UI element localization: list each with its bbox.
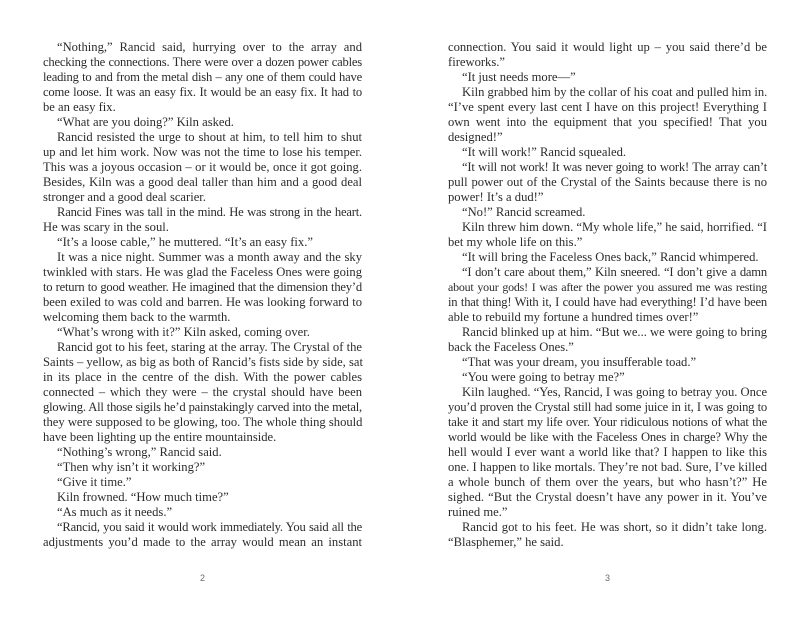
right-page (405, 0, 810, 622)
text-line: bet my whole life on this.” (448, 235, 583, 249)
text-line: pull power out of the Crystal of the Saints because there is no (448, 175, 767, 189)
text-line: “Blasphemer,” he said. (448, 535, 564, 549)
text-line: glowing. All those sigils he’d painstakingly carved into the metal, (43, 400, 362, 414)
text-line: Kiln threw him down. “My whole life,” he said, horrified. “I (462, 220, 767, 234)
text-line: you’d proven the Crystal still had some juice in it, I was going to (448, 400, 767, 414)
text-line: Kiln laughed. “Yes, Rancid, I was going to betray you. Once (462, 385, 768, 399)
left-page-text (43, 40, 362, 550)
text-line: “I’ve spent every last cent I have on this project! Everything I (448, 100, 767, 114)
text-line: back the Faceless Ones.” (448, 340, 574, 354)
text-line: Rancid blinked up at him. “But we... we were going to bring (462, 325, 767, 339)
text-line: “Nothing’s wrong,” Rancid said. (57, 445, 222, 459)
text-line: hell would I ever want a world like that? I happen to like this (448, 445, 767, 459)
text-line: “What are you doing?” Kiln asked. (57, 115, 234, 129)
page-number-left: 2 (199, 573, 205, 583)
text-line: up and let him work. Now was not the time to lose his temper. (43, 145, 362, 159)
text-line: fireworks.” (448, 55, 505, 69)
text-line: checking the connections. There were over a dozen power cables (43, 55, 362, 69)
text-line: stronger and a good deal scarier. (43, 190, 206, 204)
text-line: “Rancid, you said it would work immediately. You said all the (57, 520, 362, 534)
text-line: “No!” Rancid screamed. (462, 205, 586, 219)
text-line: “Then why isn’t it working?” (57, 460, 206, 474)
text-line: “You were going to betray me?” (462, 370, 625, 384)
text-line: power! It’s a dud!” (448, 190, 544, 204)
text-line: Kiln frowned. “How much time?” (57, 490, 229, 504)
text-line: “It will not work! It was never going to work! The array can’t (462, 160, 767, 174)
text-line: be an easy fix. (43, 100, 116, 114)
text-line: Rancid Fines was tall in the mind. He was strong in the heart. (57, 205, 362, 219)
text-line: connection. You said it would light up – you said there’d be (448, 40, 767, 54)
text-line: It was a nice night. Summer was a month away and the sky (57, 250, 362, 264)
text-line: Rancid resisted the urge to shout at him, to tell him to shut (57, 130, 362, 144)
text-line: in that thing! With it, I could have had everything! I’d have been (448, 295, 767, 309)
text-line: about your gods! I was after the power you assured me was resting (448, 280, 767, 294)
text-line: sighed. “But the Crystal doesn’t have any power in it. You’ve (448, 490, 767, 504)
text-line: in its place in the centre of the dish. With the power cables (43, 370, 362, 384)
text-line: “It’s a loose cable,” he muttered. “It’s an easy fix.” (57, 235, 313, 249)
text-line: Besides, Kiln was a good deal taller than him and a good deal (43, 175, 362, 189)
text-line: ruined me.” (448, 505, 508, 519)
text-line: one. I happen to like mortals. They’re not bad. Sure, I’ve killed (448, 460, 767, 474)
text-line: they were supposed to be glowing, too. The whole thing should (43, 415, 363, 429)
text-line: “I don’t care about them,” Kiln sneered. “I don’t give a damn (462, 265, 767, 279)
text-line: “That was your dream, you insufferable toad.” (462, 355, 697, 369)
text-line: He was scary in the soul. (43, 220, 169, 234)
text-line: leading to and from the metal dish – any one of them could have (43, 70, 362, 84)
text-line: world would be like with the Faceless Ones in charge? Why the (448, 430, 767, 444)
text-line: designed!” (448, 130, 503, 144)
text-line: been exiled to was cold and barren. He was looking forward to (43, 295, 362, 309)
text-line: have been lighting up the entire mountainside. (43, 430, 277, 444)
text-line: “It just needs more—” (462, 70, 576, 84)
text-line: to return to good weather. He imagined that the dimension they’d (43, 280, 362, 294)
text-line: connected – which they were – the crystal should have been (43, 385, 362, 399)
text-line: a whole bunch of them over the years, but who hasn’t?” He (448, 475, 767, 489)
text-line: come loose. It was an easy fix. It would be an easy fix. It had to (43, 85, 362, 99)
text-line: This was a joyous occasion – or it would be, once it got going. (43, 160, 362, 174)
text-line: “It will work!” Rancid squealed. (462, 145, 627, 159)
text-line: adjustments you’d made to the array would mean an instant (43, 535, 362, 549)
text-line: “It will bring the Faceless Ones back,” Rancid whimpered. (462, 250, 759, 264)
text-line: “Give it time.” (57, 475, 132, 489)
text-line: take it and start my life over. Your ridiculous notions of what the (448, 415, 767, 429)
text-line: welcoming them back to the warmth. (43, 310, 231, 324)
text-line: twinkled with stars. He was glad the Faceless Ones were going (43, 265, 362, 279)
right-page-text (448, 40, 767, 550)
text-line: “Nothing,” Rancid said, hurrying over to the array and (57, 40, 362, 54)
text-line: “What’s wrong with it?” Kiln asked, coming over. (57, 325, 310, 339)
text-line: “As much as it needs.” (57, 505, 173, 519)
text-line: Rancid got to his feet. He was short, so it didn’t take long. (462, 520, 767, 534)
page-number-right: 3 (604, 573, 610, 583)
text-line: own went into the equipment that you specified! That you (448, 115, 767, 129)
text-line: Kiln grabbed him by the collar of his coat and pulled him in. (462, 85, 768, 99)
text-line: Rancid got to his feet, staring at the array. The Crystal of the (57, 340, 362, 354)
text-line: able to rebuild my fortune a hundred times over!” (448, 310, 699, 324)
text-line: Saints – yellow, as big as both of Rancid’s fists side by side, sat (43, 355, 363, 369)
